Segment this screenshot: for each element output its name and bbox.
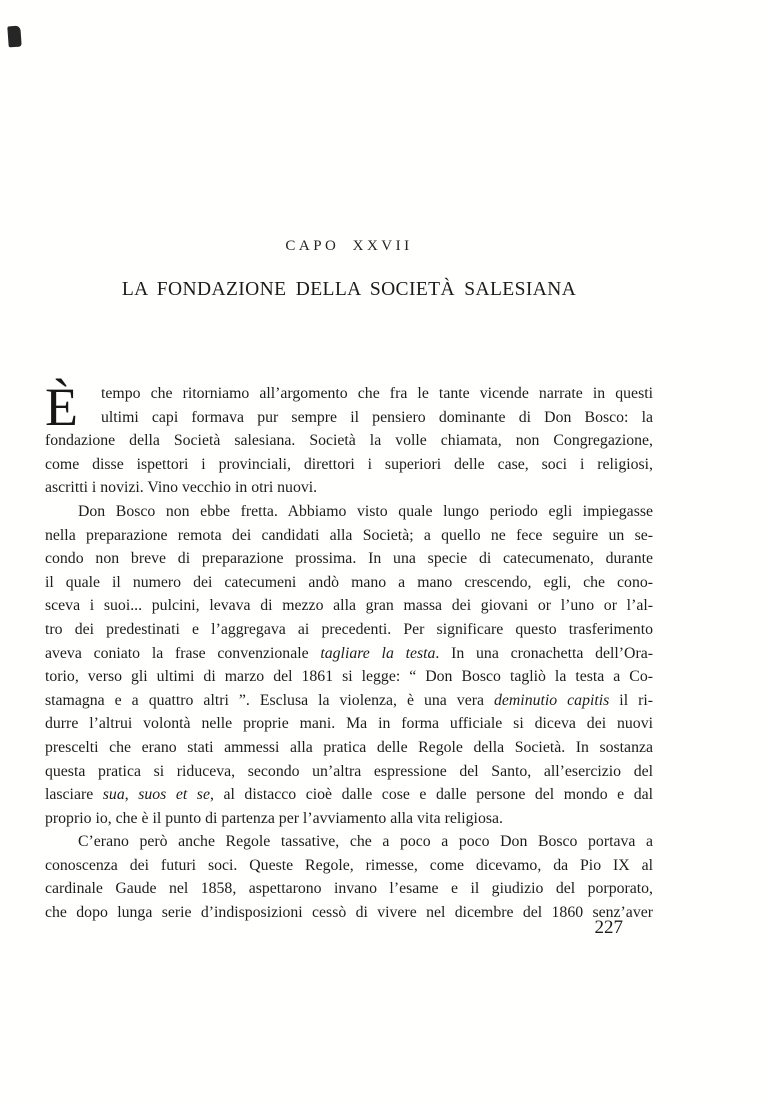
page-number: 227 — [594, 917, 623, 938]
text-line: tempo che ritorniamo all’argomento che fra le tante vicende narrate in questi — [101, 385, 653, 402]
text-line: prescelti che erano stati ammessi alla pratica delle Regole della Società. In sostanza — [45, 738, 653, 756]
text-line: il quale il numero dei catecumeni andò mano a mano crescendo, egli, che cono- — [45, 573, 653, 591]
paragraph — [45, 377, 653, 500]
text-line: sceva i suoi... pulcini, levava di mezzo alla gran massa dei giovani or l’uno or l’al- — [45, 597, 653, 615]
text-line: C’erano però anche Regole tassative, che a poco a poco Don Bosco portava a — [78, 833, 653, 851]
text-line: nella preparazione remota dei candidati alla Società; a quello ne fece seguire un se- — [45, 526, 653, 544]
paragraph — [45, 500, 653, 830]
text-line: ascritti i novizi. Vino vecchio in otri nuovi. — [45, 479, 318, 497]
page-title: LA FONDAZIONE DELLA SOCIETÀ SALESIANA — [121, 279, 577, 300]
text-line: lasciare sua, suos et se, al distacco cioè dalle cose e dalle persone del mondo e dal — [45, 786, 653, 804]
text-line: torio, verso gli ultimi di marzo del 1861 si legge: “ Don Bosco tagliò la testa a Co- — [45, 668, 653, 686]
text-line: cardinale Gaude nel 1858, aspettarono invano l’esame e il giudizio del porporato, — [45, 880, 653, 898]
text-line: che dopo lunga serie d’indisposizioni cessò di vivere nel dicembre del 1860 senz’aver — [45, 904, 653, 922]
text-line: fondazione della Società salesiana. Società la volle chiamata, non Congregazione, — [45, 432, 653, 450]
text-line: conoscenza dei futuri soci. Queste Regole, rimesse, come dicevamo, da Pio IX al — [45, 856, 653, 874]
text-line: proprio io, che è il punto di partenza per l’avviamento alla vita religiosa. — [45, 809, 503, 827]
chapter-heading: CAPO XXVII — [285, 238, 413, 254]
text-line: ultimi capi formava pur sempre il pensiero dominante di Don Bosco: la — [101, 408, 653, 426]
paragraph — [45, 830, 653, 924]
text-line: tro dei predestinati e l’aggregava ai precedenti. Per significare questo trasferimento — [45, 620, 653, 638]
scan-artifact-mark — [7, 26, 21, 48]
text-line: durre l’altrui volontà nelle proprie mani. Ma in forma ufficiale si diceva dei nuovi — [45, 715, 653, 733]
drop-cap-initial: È — [45, 377, 78, 437]
text-line: Don Bosco non ebbe fretta. Abbiamo visto quale lungo periodo egli impiegasse — [78, 502, 653, 520]
text-line: stamagna e a quattro altri ”. Esclusa la violenza, è una vera deminutio capitis il ri- — [45, 691, 653, 709]
text-line: come disse ispettori i provinciali, direttori i superiori delle case, soci i religiosi, — [45, 455, 653, 473]
text-line: condo non breve di preparazione prossima. In una specie di catecumenato, durante — [45, 550, 653, 568]
text-block — [45, 377, 653, 925]
text-line: questa pratica si riduceva, secondo un’altra espressione del Santo, all’esercizio del — [45, 762, 653, 780]
text-line: aveva coniato la frase convenzionale tagliare la testa. In una cronachetta dell’Ora- — [45, 644, 653, 662]
